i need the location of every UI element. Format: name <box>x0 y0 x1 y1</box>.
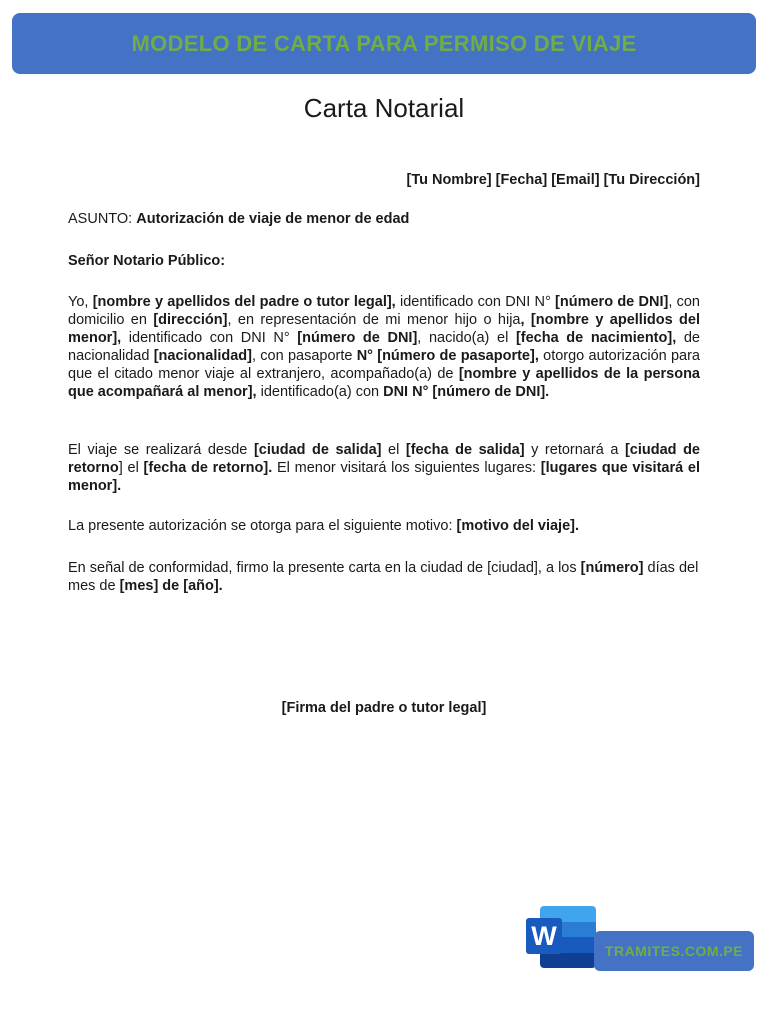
signature-line: [Firma del padre o tutor legal] <box>281 700 487 716</box>
paragraph-itinerary: El viaje se realizará desde [ciudad de salida] el [fecha de salida] y retornará a [ciudad de retorno] el [fecha de retorno]. El menor visitará los siguientes lugares: [lugares que visitará el menor]. <box>68 442 701 494</box>
subject-text: Autorización de viaje de menor de edad <box>136 211 410 227</box>
paragraph-conformity: En señal de conformidad, firmo la presente carta en la ciudad de [ciudad], a los [número] días del mes de [mes] de [año]. <box>68 560 699 594</box>
subject-label: ASUNTO: <box>68 211 133 227</box>
brand-text: TRAMITES.COM.PE <box>604 943 744 959</box>
banner-title: MODELO DE CARTA PARA PERMISO DE VIAJE <box>131 30 637 56</box>
word-letter: W <box>526 918 562 954</box>
paragraph-reason: La presente autorización se otorga para el siguiente motivo: [motivo del viaje]. <box>68 518 579 534</box>
subject-line <box>68 210 700 228</box>
title-banner <box>12 13 756 74</box>
salutation: Señor Notario Público: <box>68 253 226 269</box>
paragraph-authorization: Yo, [nombre y apellidos del padre o tutor legal], identificado con DNI N° [número de DNI], con domicilio en [dirección], en representación de mi menor hijo o hija, [nombre y apellidos del menor], identificado con DNI N° [número de DNI], nacido(a) el [fecha de nacimiento], de nacionalidad [nacionalidad], con pasaporte N° [número de pasaporte], otorgo autorización para que el citado menor viaje al extranjero, acompañado(a) de [nombre y apellidos de la persona que acompañará al menor], identificado(a) con DNI N° [número de DNI]. <box>68 294 700 400</box>
document-title: Carta Notarial <box>303 93 465 123</box>
word-icon <box>526 906 596 968</box>
brand-badge[interactable] <box>594 931 754 971</box>
sender-header-line: [Tu Nombre] [Fecha] [Email] [Tu Dirección] <box>406 172 700 188</box>
